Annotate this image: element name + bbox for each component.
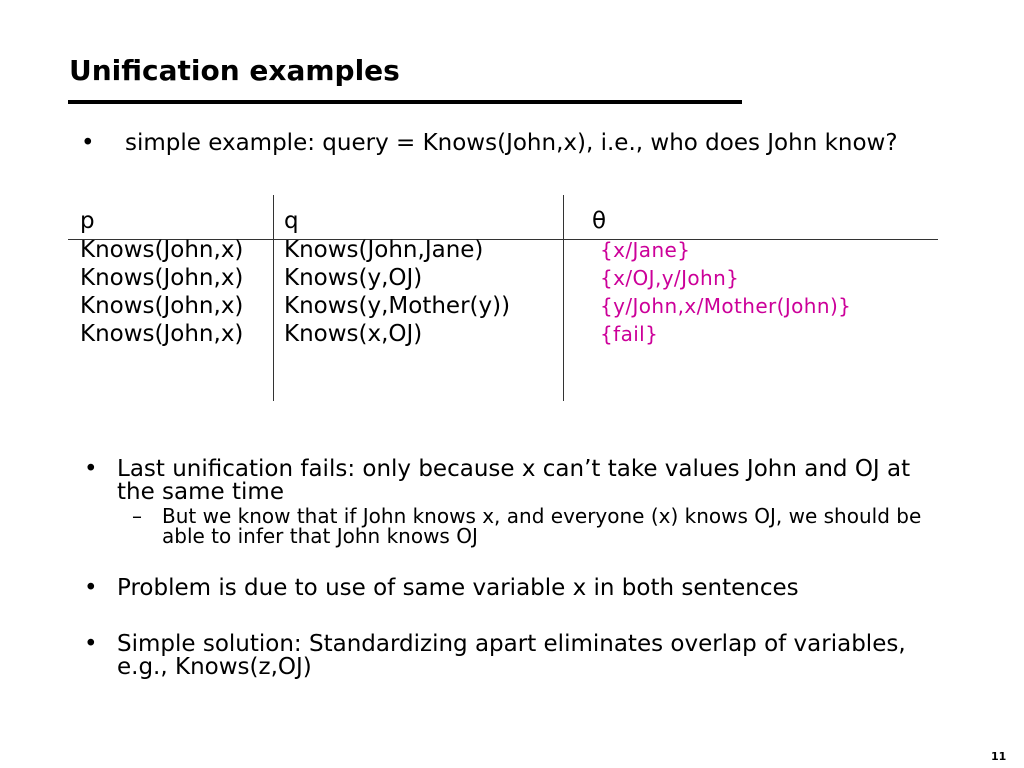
table-header-row <box>68 207 938 235</box>
bullet-text-line: the same time <box>117 479 284 505</box>
cell-p: Knows(John,x) <box>80 265 244 291</box>
cell-p: Knows(John,x) <box>80 237 244 263</box>
bullet-marker: • <box>84 456 98 482</box>
cell-q: Knows(John,Jane) <box>284 237 484 263</box>
cell-q: Knows(y,Mother(y)) <box>284 293 511 319</box>
sub-bullet-text-line: But we know that if John knows x, and everyone (x) knows OJ, we should be <box>162 504 922 528</box>
bullet-marker: • <box>84 575 98 601</box>
sub-bullet-text-line: able to infer that John knows OJ <box>162 524 478 548</box>
bullet-text-line: Problem is due to use of same variable x in both sentences <box>117 575 799 601</box>
bullet-marker: • <box>84 631 98 657</box>
table-row <box>68 236 938 264</box>
bullet-text <box>117 633 906 679</box>
cell-q: Knows(y,OJ) <box>284 265 423 291</box>
cell-theta: {y/John,x/Mother(John)} <box>600 294 852 318</box>
bullet-text-line: Simple solution: Standardizing apart eliminates overlap of variables, <box>117 631 906 657</box>
cell-p: Knows(John,x) <box>80 293 244 319</box>
cell-theta: {x/Jane} <box>600 238 691 262</box>
cell-q: Knows(x,OJ) <box>284 321 423 347</box>
table-row <box>68 320 938 348</box>
table-row <box>68 264 938 292</box>
sub-bullet-text <box>162 506 921 546</box>
unification-table <box>68 195 938 401</box>
header-q: q <box>284 208 299 234</box>
table-row <box>68 292 938 320</box>
bullet-text <box>117 458 910 504</box>
page-number: 11 <box>991 750 1007 763</box>
bullet-text: simple example: query = Knows(John,x), i.e., who does John know? <box>125 130 898 156</box>
sub-bullet-marker: – <box>132 504 142 528</box>
bullet-marker: • <box>81 130 95 156</box>
cell-theta: {x/OJ,y/John} <box>600 266 740 290</box>
title-underline <box>68 100 742 104</box>
bullet-text-line: Last unification fails: only because x can’t take values John and OJ at <box>117 456 911 482</box>
header-p: p <box>80 208 95 234</box>
cell-p: Knows(John,x) <box>80 321 244 347</box>
bullet-text-line: e.g., Knows(z,OJ) <box>117 654 312 680</box>
cell-theta: {fail} <box>600 322 659 346</box>
slide-title: Unification examples <box>69 54 400 87</box>
header-theta: θ <box>592 208 607 234</box>
bullet-text <box>117 577 799 600</box>
